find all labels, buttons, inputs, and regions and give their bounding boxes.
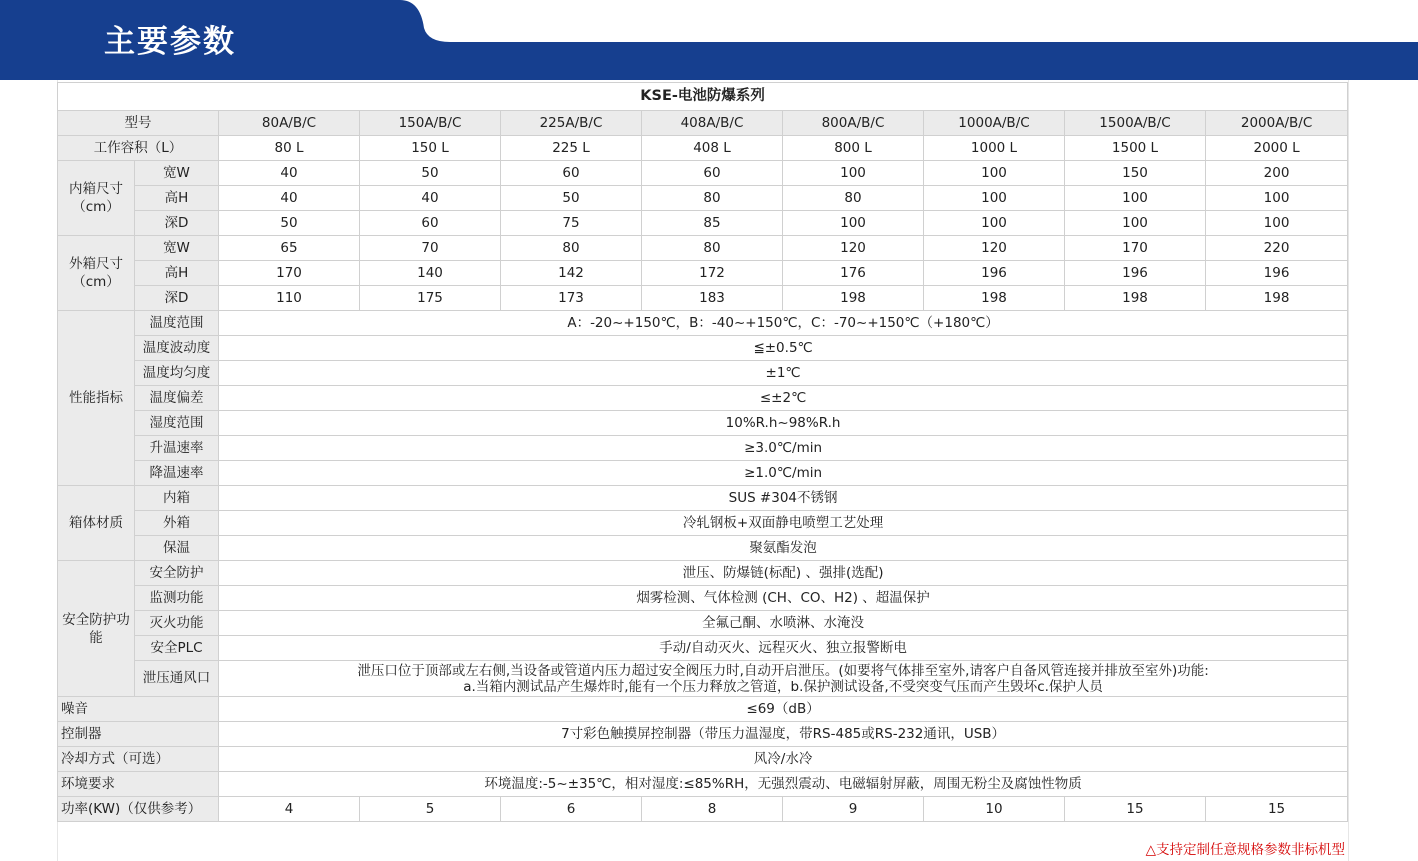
model-header: 1000A/B/C <box>924 111 1065 136</box>
volume-cell: 150 L <box>360 136 501 161</box>
spec-value: 全氟己酮、水喷淋、水淹没 <box>219 611 1348 636</box>
table-row <box>58 286 1348 311</box>
spec-label: 外箱 <box>135 511 219 536</box>
dimension-value: 120 <box>924 236 1065 261</box>
dimension-label: 深D <box>135 211 219 236</box>
dimension-label: 高H <box>135 261 219 286</box>
vent-line-1: 泄压口位于顶部或左右侧,当设备或管道内压力超过安全阀压力时,自动开启泄压。(如要将气体排至室外,请客户自备风管连接并排放至室外)功能: <box>357 662 1209 679</box>
spec-value: ±1℃ <box>219 361 1348 386</box>
dimension-value: 120 <box>783 236 924 261</box>
header-banner <box>0 0 1418 80</box>
model-header: 80A/B/C <box>219 111 360 136</box>
spec-label: 温度偏差 <box>135 386 219 411</box>
spec-value: ≥1.0℃/min <box>219 461 1348 486</box>
dimension-value: 198 <box>1065 286 1206 311</box>
table-row <box>58 186 1348 211</box>
spec-value: ≤±2℃ <box>219 386 1348 411</box>
page-title: 主要参数 <box>104 24 236 60</box>
model-label: 型号 <box>58 111 219 136</box>
dimension-value: 140 <box>360 261 501 286</box>
table-row <box>58 461 1348 486</box>
spec-value: 7寸彩色触摸屏控制器（带压力温湿度，带RS-485或RS-232通讯，USB） <box>219 722 1348 747</box>
dimension-value: 172 <box>642 261 783 286</box>
table-row <box>58 636 1348 661</box>
power-value: 5 <box>360 797 501 822</box>
spec-label: 温度波动度 <box>135 336 219 361</box>
spec-label: 安全防护 <box>135 561 219 586</box>
inner-size-group: 内箱尺寸（cm） <box>58 161 135 236</box>
dimension-value: 196 <box>1206 261 1348 286</box>
dimension-value: 40 <box>219 161 360 186</box>
model-header: 800A/B/C <box>783 111 924 136</box>
performance-group: 性能指标 <box>58 311 135 486</box>
volume-cell: 225 L <box>501 136 642 161</box>
vent-line-2: a.当箱内测试品产生爆炸时,能有一个压力释放之管道，b.保护测试设备,不受突变气压而产生毁坏c.保护人员 <box>463 678 1103 695</box>
table-row <box>58 411 1348 436</box>
dimension-value: 100 <box>1065 186 1206 211</box>
table-row <box>58 161 1348 186</box>
table-row <box>58 747 1348 772</box>
dimension-value: 40 <box>360 186 501 211</box>
model-header: 408A/B/C <box>642 111 783 136</box>
vent-label: 泄压通风口 <box>135 661 219 697</box>
dimension-label: 高H <box>135 186 219 211</box>
dimension-value: 196 <box>1065 261 1206 286</box>
table-row <box>58 661 1348 697</box>
table-row <box>58 772 1348 797</box>
dimension-value: 196 <box>924 261 1065 286</box>
model-header: 1500A/B/C <box>1065 111 1206 136</box>
dimension-value: 100 <box>924 211 1065 236</box>
table-row <box>58 697 1348 722</box>
volume-label: 工作容积（L） <box>58 136 219 161</box>
spec-value: ≤69（dB） <box>219 697 1348 722</box>
table-row <box>58 311 1348 336</box>
model-header: 150A/B/C <box>360 111 501 136</box>
dimension-value: 60 <box>360 211 501 236</box>
power-value: 15 <box>1206 797 1348 822</box>
table-row <box>58 511 1348 536</box>
dimension-value: 80 <box>783 186 924 211</box>
table-row <box>58 83 1348 111</box>
spec-label: 温度均匀度 <box>135 361 219 386</box>
dimension-value: 198 <box>1206 286 1348 311</box>
spec-label: 灭火功能 <box>135 611 219 636</box>
dimension-value: 100 <box>1206 211 1348 236</box>
power-value: 9 <box>783 797 924 822</box>
dimension-value: 80 <box>642 186 783 211</box>
dimension-value: 100 <box>924 161 1065 186</box>
power-value: 15 <box>1065 797 1206 822</box>
power-label: 功率(KW)（仅供参考） <box>58 797 219 822</box>
model-header: 225A/B/C <box>501 111 642 136</box>
table-row <box>58 111 1348 136</box>
spec-label: 内箱 <box>135 486 219 511</box>
table-row <box>58 722 1348 747</box>
dimension-value: 183 <box>642 286 783 311</box>
dimension-value: 100 <box>1206 186 1348 211</box>
table-row <box>58 236 1348 261</box>
table-row <box>58 586 1348 611</box>
spec-value: 10%R.h~98%R.h <box>219 411 1348 436</box>
table-row <box>58 536 1348 561</box>
spec-table <box>57 82 1348 822</box>
dimension-value: 70 <box>360 236 501 261</box>
material-group: 箱体材质 <box>58 486 135 561</box>
table-row <box>58 136 1348 161</box>
dimension-value: 80 <box>501 236 642 261</box>
dimension-value: 50 <box>501 186 642 211</box>
spec-value: 手动/自动灭火、远程灭火、独立报警断电 <box>219 636 1348 661</box>
dimension-value: 40 <box>219 186 360 211</box>
table-row <box>58 486 1348 511</box>
table-row <box>58 436 1348 461</box>
spec-value: ≦±0.5℃ <box>219 336 1348 361</box>
volume-cell: 800 L <box>783 136 924 161</box>
dimension-value: 220 <box>1206 236 1348 261</box>
table-row <box>58 336 1348 361</box>
dimension-value: 50 <box>219 211 360 236</box>
table-title: KSE-电池防爆系列 <box>58 83 1348 111</box>
table-row <box>58 211 1348 236</box>
dimension-value: 175 <box>360 286 501 311</box>
table-row <box>58 261 1348 286</box>
spec-value: 风冷/水冷 <box>219 747 1348 772</box>
dimension-label: 宽W <box>135 236 219 261</box>
volume-cell: 1500 L <box>1065 136 1206 161</box>
power-value: 4 <box>219 797 360 822</box>
table-row <box>58 797 1348 822</box>
volume-cell: 80 L <box>219 136 360 161</box>
dimension-value: 110 <box>219 286 360 311</box>
spec-value: 泄压、防爆链(标配) 、强排(选配) <box>219 561 1348 586</box>
safety-group: 安全防护功能 <box>58 561 135 697</box>
spec-value: A：-20~+150℃，B：-40~+150℃，C：-70~+150℃（+180℃） <box>219 311 1348 336</box>
dimension-value: 198 <box>783 286 924 311</box>
dimension-value: 50 <box>360 161 501 186</box>
spec-label: 降温速率 <box>135 461 219 486</box>
power-value: 6 <box>501 797 642 822</box>
dimension-value: 173 <box>501 286 642 311</box>
dimension-value: 80 <box>642 236 783 261</box>
spec-label: 噪音 <box>58 697 219 722</box>
table-row <box>58 561 1348 586</box>
dimension-value: 60 <box>501 161 642 186</box>
spec-label: 安全PLC <box>135 636 219 661</box>
dimension-value: 198 <box>924 286 1065 311</box>
spec-value: SUS #304不锈钢 <box>219 486 1348 511</box>
dimension-value: 100 <box>1065 211 1206 236</box>
dimension-value: 170 <box>219 261 360 286</box>
dimension-value: 170 <box>1065 236 1206 261</box>
volume-cell: 408 L <box>642 136 783 161</box>
dimension-value: 176 <box>783 261 924 286</box>
spec-value: ≥3.0℃/min <box>219 436 1348 461</box>
spec-label: 保温 <box>135 536 219 561</box>
volume-cell: 2000 L <box>1206 136 1348 161</box>
spec-label: 控制器 <box>58 722 219 747</box>
dimension-value: 142 <box>501 261 642 286</box>
spec-value: 聚氨酯发泡 <box>219 536 1348 561</box>
dimension-label: 深D <box>135 286 219 311</box>
dimension-value: 60 <box>642 161 783 186</box>
dimension-value: 150 <box>1065 161 1206 186</box>
table-row <box>58 361 1348 386</box>
power-value: 8 <box>642 797 783 822</box>
dimension-value: 100 <box>783 211 924 236</box>
spec-value: 环境温度:-5~±35℃，相对湿度:≤85%RH，无强烈震动、电磁辐射屏蔽，周围无粉尘及腐蚀性物质 <box>219 772 1348 797</box>
power-value: 10 <box>924 797 1065 822</box>
dimension-value: 100 <box>783 161 924 186</box>
dimension-value: 100 <box>924 186 1065 211</box>
table-row <box>58 386 1348 411</box>
dimension-value: 65 <box>219 236 360 261</box>
dimension-label: 宽W <box>135 161 219 186</box>
outer-size-group: 外箱尺寸（cm） <box>58 236 135 311</box>
spec-label: 冷却方式（可选） <box>58 747 219 772</box>
spec-label: 环境要求 <box>58 772 219 797</box>
dimension-value: 85 <box>642 211 783 236</box>
model-header: 2000A/B/C <box>1206 111 1348 136</box>
spec-label: 温度范围 <box>135 311 219 336</box>
spec-label: 升温速率 <box>135 436 219 461</box>
spec-value: 烟雾检测、气体检测 (CH、CO、H2) 、超温保护 <box>219 586 1348 611</box>
dimension-value: 75 <box>501 211 642 236</box>
spec-label: 监测功能 <box>135 586 219 611</box>
spec-value: 冷轧钢板+双面静电喷塑工艺处理 <box>219 511 1348 536</box>
spec-label: 湿度范围 <box>135 411 219 436</box>
table-row <box>58 611 1348 636</box>
volume-cell: 1000 L <box>924 136 1065 161</box>
custom-note: △支持定制任意规格参数非标机型 <box>1145 842 1345 858</box>
vent-description <box>219 661 1348 697</box>
dimension-value: 200 <box>1206 161 1348 186</box>
